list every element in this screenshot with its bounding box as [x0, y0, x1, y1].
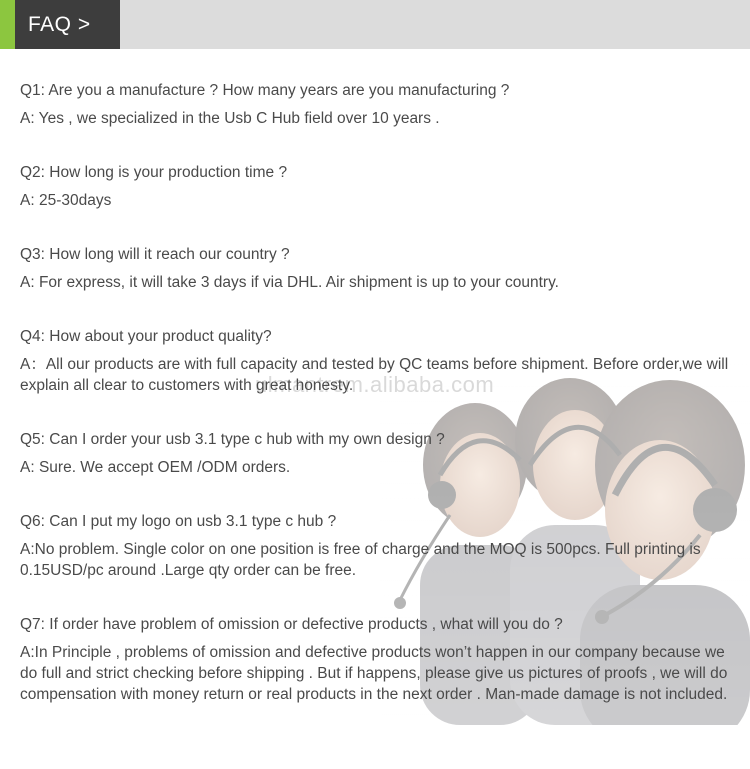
faq-answer: A: Sure. We accept OEM /ODM orders.: [20, 459, 291, 476]
faq-answer: A: 25-30days: [20, 192, 112, 209]
faq-answer: A: Yes , we specialized in the Usb C Hub field over 10 years .: [20, 110, 440, 127]
faq-question: Q4: How about your product quality?: [20, 328, 272, 345]
faq-question: Q5: Can I order your usb 3.1 type c hub with my own design ?: [20, 431, 445, 448]
faq-list: [20, 80, 730, 705]
faq-question: Q1: Are you a manufacture ? How many years are you manufacturing ?: [20, 82, 510, 99]
faq-answer: A：All our products are with full capacity and tested by QC teams before shipment. Before order,we will explain all clear to customers with great honesty.: [20, 356, 729, 394]
faq-item-q2: [20, 162, 730, 244]
faq-answer: A:In Principle , problems of omission and defective products won’t happen in our company because we do full and strict checking before shipping . But if happens, please give us pictures of proofs , we will do compensation with money return or real products in the next order . Man-made damage is not included.: [20, 644, 728, 703]
faq-item-q4: [20, 326, 730, 429]
faq-title: FAQ >: [15, 0, 120, 49]
faq-answer: A: For express, it will take 3 days if via DHL. Air shipment is up to your country.: [20, 274, 559, 291]
faq-question: Q2: How long is your production time ?: [20, 164, 288, 181]
faq-item-q3: [20, 244, 730, 326]
faq-question: Q3: How long will it reach our country ?: [20, 246, 290, 263]
faq-item-q1: [20, 80, 730, 162]
watermark-text: ulmantrem.alibaba.com: [255, 372, 495, 397]
faq-item-q5: [20, 429, 730, 511]
faq-item-q7: [20, 614, 730, 705]
faq-question: Q7: If order have problem of omission or defective products , what will you do ?: [20, 616, 563, 633]
faq-question: Q6: Can I put my logo on usb 3.1 type c hub ?: [20, 513, 337, 530]
faq-answer: A:No problem. Single color on one position is free of charge and the MOQ is 500pcs. Full printing is 0.15USD/pc around .Large qty order can be free.: [20, 541, 701, 579]
header-accent-stripe: [0, 0, 15, 49]
faq-item-q6: [20, 511, 730, 614]
